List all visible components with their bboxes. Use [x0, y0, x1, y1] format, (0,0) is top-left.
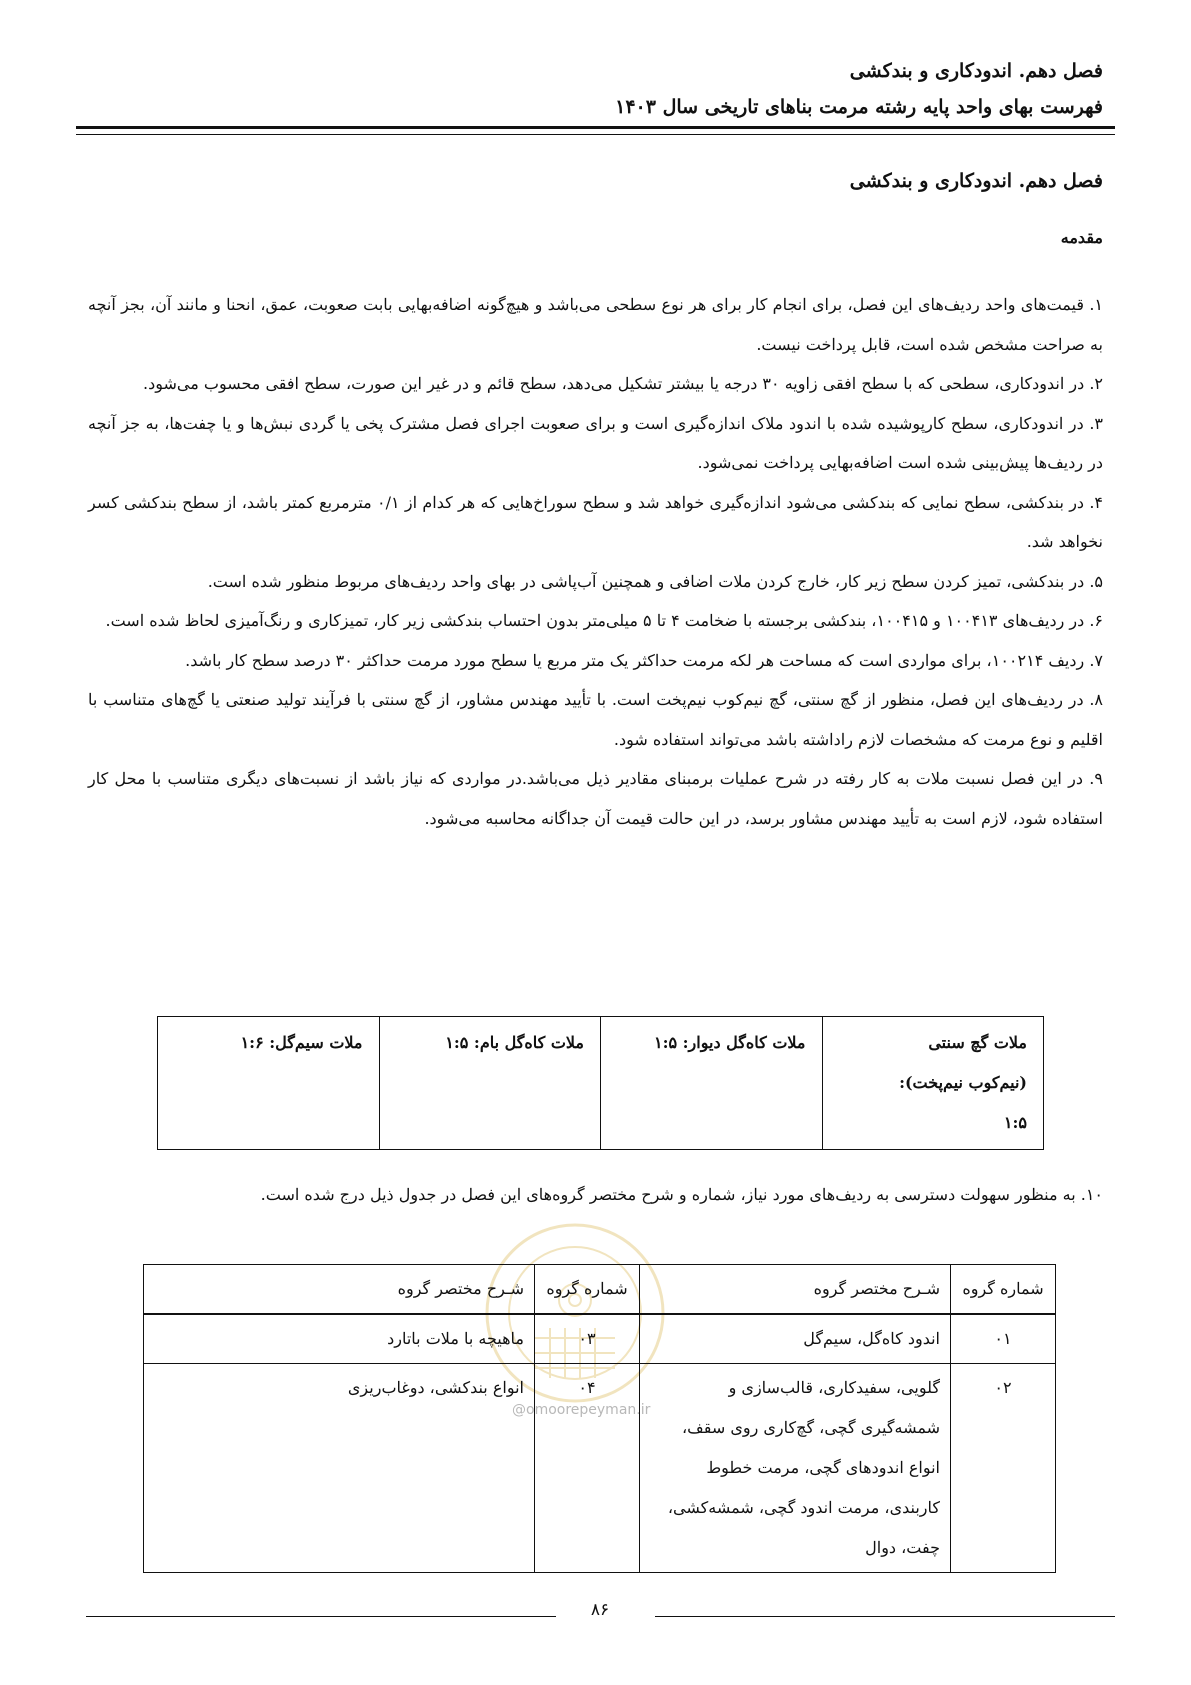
- chapter-title: فصل دهم. اندودکاری و بندکشی: [849, 170, 1103, 192]
- table-header: شماره گروه: [951, 1265, 1056, 1315]
- intro-paragraphs: [88, 285, 1103, 838]
- table-header-row: [144, 1265, 1056, 1315]
- table-cell: ۰۴: [535, 1364, 640, 1573]
- table-cell: اندود کاه‌گل، سیم‌گل: [640, 1314, 951, 1364]
- table-cell: انواع بندکشی، دوغاب‌ریزی: [144, 1364, 535, 1573]
- running-header-chapter: فصل دهم. اندودکاری و بندکشی: [849, 60, 1103, 82]
- group-table: [143, 1264, 1056, 1573]
- paragraph: ۴. در بندکشی، سطح نمایی که بندکشی می‌شود اندازه‌گیری خواهد شد و سطح سوراخ‌هایی که هر کدام از ۰/۱ مترمربع کمتر باشد، از سطح بندکشی کسر نخواهد شد.: [88, 492, 1104, 551]
- intro-heading: مقدمه: [1060, 228, 1103, 247]
- table-cell: ملات گچ سنتی (نیم‌کوب نیم‌پخت): ۱:۵: [822, 1017, 1044, 1150]
- paragraph: ۶. در ردیف‌های ۱۰۰۴۱۳ و ۱۰۰۴۱۵، بندکشی برجسته با ضخامت ۴ تا ۵ میلی‌متر بدون احتساب بندکشی زیر کار، تمیزکاری و رنگ‌آمیزی لحاظ شده است.: [105, 611, 1103, 630]
- table-cell: ۰۲: [951, 1364, 1056, 1573]
- table-cell: ۰۱: [951, 1314, 1056, 1364]
- table-cell: ملات کاه‌گل بام: ۱:۵: [379, 1017, 601, 1150]
- table-cell: ماهیچه با ملات باتارد: [144, 1314, 535, 1364]
- paragraph: ۸. در ردیف‌های این فصل، منظور از گچ سنتی، گچ نیم‌کوب نیم‌پخت است. با تأیید مهندس مشاور، از گچ سنتی با فرآیند تولید صنعتی یا گچ‌های متناسب با اقلیم و نوع مرمت که مشخصات لازم راداشته باشد می‌تواند استفاده شود.: [88, 690, 1103, 749]
- paragraph: ۲. در اندودکاری، سطحی که با سطح افقی زاویه ۳۰ درجه یا بیشتر تشکیل می‌دهد، سطح قائم و در غیر این صورت، سطح افقی محسوب می‌شود.: [143, 374, 1103, 393]
- header-rule-thick: [76, 126, 1115, 129]
- table-cell: ملات سیم‌گل: ۱:۶: [158, 1017, 380, 1150]
- table-header: شـرح مختصر گروه: [144, 1265, 535, 1315]
- table-cell: ملات کاه‌گل دیوار: ۱:۵: [601, 1017, 823, 1150]
- paragraph: ۱. قیمت‌های واحد ردیف‌های این فصل، برای انجام کار برای هر نوع سطحی می‌باشد و هیچ‌گونه اضافه‌بهایی بابت صعوبت، عمق، انحنا و مانند آن، بجز آنچه به صراحت مشخص شده است، قابل پرداخت نیست.: [88, 295, 1103, 354]
- paragraph: ۷. ردیف ۱۰۰۲۱۴، برای مواردی است که مساحت هر لکه مرمت حداکثر یک متر مربع یا سطح مورد مرمت حداکثر ۳۰ درصد سطح کار باشد.: [185, 650, 1103, 670]
- footer-rule-left: [86, 1616, 556, 1617]
- paragraph: ۹. در این فصل نسبت ملات به کار رفته در شرح عملیات برمبنای مقادیر ذیل می‌باشد.در مواردی که نیاز باشد از نسبت‌های دیگری متناسب با محل کار استفاده شود، لازم است به تأیید مهندس مشاور برسد، در این حالت قیمت آن جداگانه محاسبه می‌شود.: [88, 769, 1103, 828]
- table-header: شـرح مختصر گروه: [640, 1265, 951, 1315]
- header-rule-thin: [76, 134, 1115, 135]
- table-cell: ۰۳: [535, 1314, 640, 1364]
- table-row: [144, 1364, 1056, 1573]
- table-header: شماره گروه: [535, 1265, 640, 1315]
- footer-rule-right: [655, 1616, 1115, 1617]
- table-cell: گلویی، سفیدکاری، قالب‌سازی و شمشه‌گیری گچی، گچ‌کاری روی سقف، انواع اندودهای گچی، مرمت خطوط کاربندی، مرمت اندود گچی، شمشه‌کشی، چفت، دوال: [640, 1364, 951, 1573]
- mortar-ratio-table: [157, 1016, 1044, 1150]
- paragraph: ۳. در اندودکاری، سطح کارپوشیده شده با اندود ملاک اندازه‌گیری است و برای صعوبت اجرای فصل مشترک پخی یا گردی نبش‌ها و یا چفت‌ها، به جز آنچه در ردیف‌ها پیش‌بینی شده است اضافه‌بهایی پرداخت نمی‌شود.: [88, 413, 1104, 472]
- table-row: [144, 1314, 1056, 1364]
- page-number: ۸۶: [590, 1600, 610, 1620]
- table-row: [158, 1017, 1044, 1150]
- running-header-title: فهرست بهای واحد پایه رشته مرمت بناهای تاریخی سال ۱۴۰۳: [615, 96, 1103, 118]
- paragraph-10: ۱۰. به منظور سهولت دسترسی به ردیف‌های مورد نیاز، شماره و شرح مختصر گروه‌های این فصل در جدول ذیل درج شده است.: [260, 1185, 1103, 1204]
- paragraph: ۵. در بندکشی، تمیز کردن سطح زیر کار، خارج کردن ملات اضافی و همچنین آب‌پاشی در بهای واحد ردیف‌های مربوط منظور شده است.: [207, 571, 1103, 591]
- watermark-text: @omoorepeyman.ir: [512, 1402, 651, 1418]
